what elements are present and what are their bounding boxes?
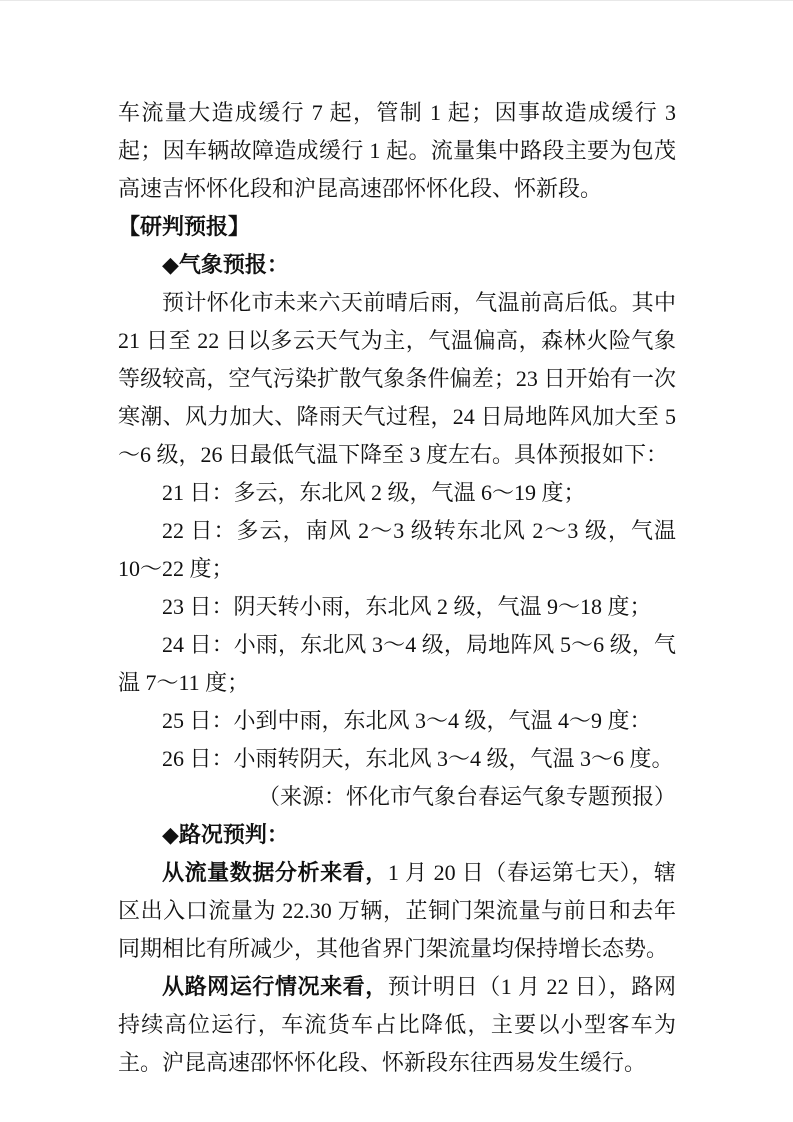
flow-analysis-body: 1 月 20 日（春运第七天），辖区出入口流量为 22.30 万辆，芷铜门架流量与前日和去年同期相比有所减少，其他省界门架流量均保持增长态势。 (118, 860, 676, 961)
paragraph-carryover-traffic-incidents: 车流量大造成缓行 7 起，管制 1 起；因事故造成缓行 3 起；因车辆故障造成缓行 1 起。流量集中路段主要为包茂高速吉怀怀化段和沪昆高速邵怀怀化段、怀新段。 (118, 100, 676, 201)
network-status-body: 预计明日（1 月 22 日），路网持续高位运行，车流货车占比降低，主要以小型客车为主。沪昆高速邵怀怀化段、怀新段东往西易发生缓行。 (118, 974, 676, 1075)
subsection-heading-weather-forecast: ◆气象预报： (162, 252, 289, 277)
section-heading-research-forecast: 【研判预报】 (118, 214, 251, 239)
forecast-line-day26: 26 日：小雨转阴天，东北风 3～4 级，气温 3～6 度。 (162, 746, 674, 771)
paragraph-network-status (118, 968, 676, 1082)
forecast-line-day21: 21 日：多云，东北风 2 级，气温 6～19 度； (162, 480, 586, 505)
network-status-lead: 从路网运行情况来看， (162, 974, 388, 999)
forecast-line-day23: 23 日：阴天转小雨，东北风 2 级，气温 9～18 度； (162, 594, 652, 619)
subsection-heading-traffic-outlook: ◆路况预判： (162, 822, 289, 847)
source-attribution: （来源：怀化市气象台春运气象专题预报） (257, 784, 676, 809)
flow-analysis-lead: 从流量数据分析来看， (162, 860, 388, 885)
paragraph-weather-intro: 预计怀化市未来六天前晴后雨，气温前高后低。其中 21 日至 22 日以多云天气为主，气温偏高，森林火险气象等级较高，空气污染扩散气象条件偏差；23 日开始有一次寒潮、风力加大、降雨天气过程，24 日局地阵风加大至 5～6 级，26 日最低气温下降至 3 度左右。具体预报如下： (118, 290, 676, 467)
paragraph-flow-analysis (118, 854, 676, 968)
forecast-line-day22: 22 日：多云，南风 2～3 级转东北风 2～3 级，气温 10～22 度； (118, 518, 676, 581)
forecast-line-day25: 25 日：小到中雨，东北风 3～4 级，气温 4～9 度： (162, 708, 652, 733)
forecast-line-day24: 24 日：小雨，东北风 3～4 级，局地阵风 5～6 级，气温 7～11 度； (118, 632, 676, 695)
